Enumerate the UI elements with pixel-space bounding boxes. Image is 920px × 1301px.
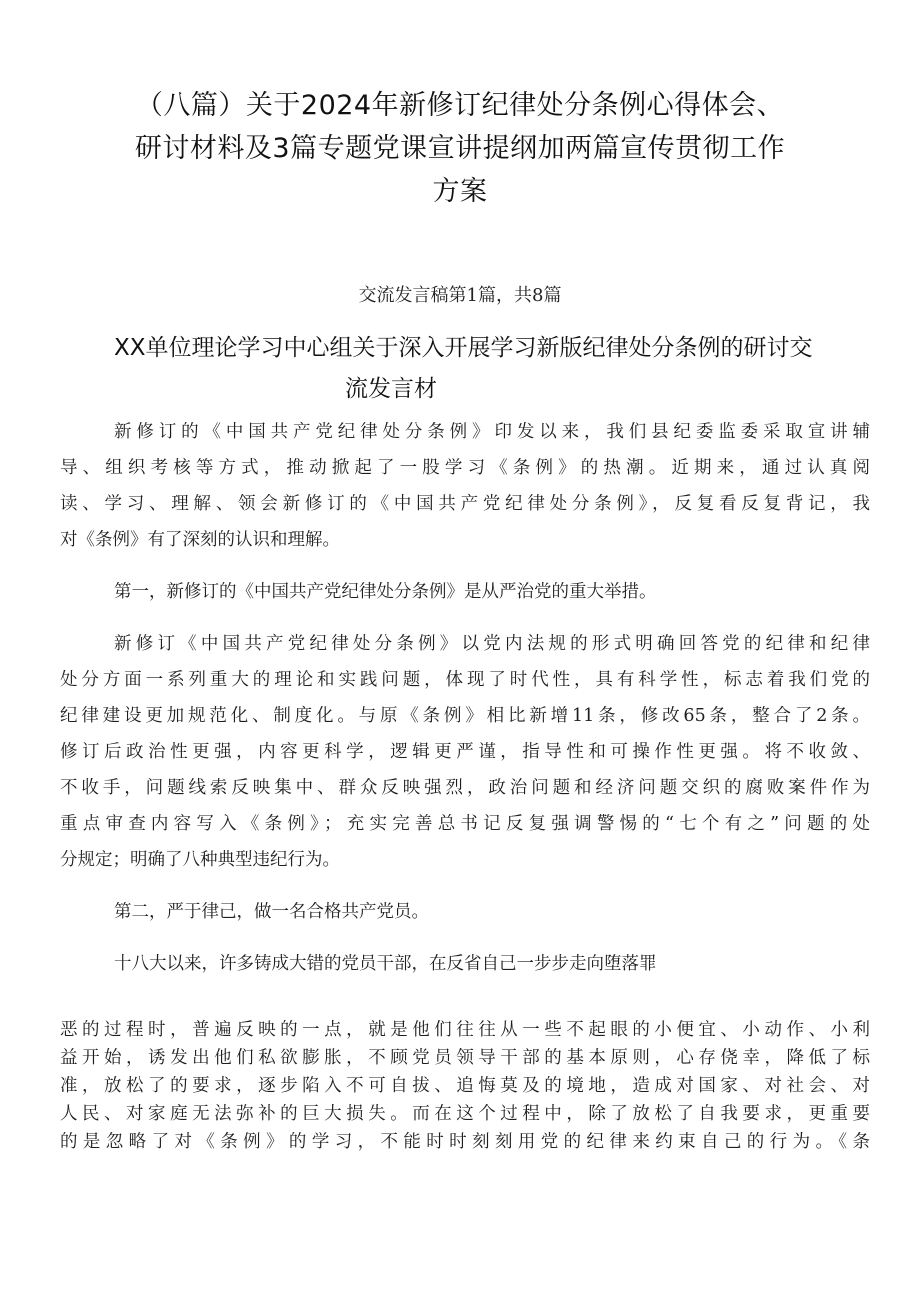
paragraph-intro xyxy=(60,414,870,558)
section-label: 交流发言稿第1篇，共8篇 xyxy=(358,285,562,306)
paragraph-line: 新修订的《中国共产党纪律处分条例》印发以来，我们县纪委监委采取宣讲辅 xyxy=(114,422,870,442)
paragraph-line: 不收手，问题线索反映集中、群众反映强烈，政治问题和经济问题交织的腐败案件作为 xyxy=(60,778,870,798)
paragraph-line: 重点审查内容写入《条例》；充实完善总书记反复强调警惕的“七个有之”问题的处 xyxy=(60,814,870,834)
paragraph-line: 第二，严于律己，做一名合格共产党员。 xyxy=(114,902,429,922)
speech-title-line: 流发言材 xyxy=(345,376,437,402)
document-title-line: （八篇）关于2024年新修订纪律处分条例心得体会、 xyxy=(135,90,785,121)
paragraph-line: 对《条例》有了深刻的认识和理解。 xyxy=(60,530,340,550)
paragraph-line: 十八大以来，许多铸成大错的党员干部，在反省自己一步步走向堕落罪 xyxy=(114,954,657,974)
paragraph-line: 修订后政治性更强，内容更科学，逻辑更严谨，指导性和可操作性更强。将不收敛、 xyxy=(60,742,870,762)
paragraph-line: 人民、对家庭无法弥补的巨大损失。而在这个过程中，除了放松了自我要求，更重要 xyxy=(60,1104,870,1124)
paragraph-line: 的是忽略了对《条例》的学习，不能时时刻刻用党的纪律来约束自己的行为。《条 xyxy=(60,1132,870,1152)
paragraph-line: 处分方面一系列重大的理论和实践问题，体现了时代性，具有科学性，标志着我们党的 xyxy=(60,670,870,690)
paragraph-line: 准，放松了的要求，逐步陷入不可自拔、追悔莫及的境地，造成对国家、对社会、对 xyxy=(60,1076,870,1096)
document-title-line: 方案 xyxy=(432,176,488,207)
paragraph-line: 纪律建设更加规范化、制度化。与原《条例》相比新增11条，修改65条，整合了2条。 xyxy=(60,706,870,726)
body-paragraphs xyxy=(60,414,870,982)
paragraph-gap xyxy=(60,610,870,626)
paragraph-gap xyxy=(60,878,870,894)
paragraph-line: 新修订《中国共产党纪律处分条例》以党内法规的形式明确回答党的纪律和纪律 xyxy=(114,634,870,654)
paragraph-line: 恶的过程时，普遍反映的一点，就是他们往往从一些不起眼的小便宜、小动作、小利 xyxy=(60,1020,870,1040)
paragraph-gap xyxy=(60,930,870,946)
paragraph-continuation xyxy=(60,1016,870,1156)
paragraph-revision xyxy=(60,626,870,878)
paragraph-gap xyxy=(60,558,870,574)
paragraph-line: 分规定；明确了八种典型违纪行为。 xyxy=(60,850,340,870)
paragraph-point-one xyxy=(60,574,870,610)
paragraph-line: 益开始，诱发出他们私欲膨胀，不顾党员领导干部的基本原则，心存侥幸，降低了标 xyxy=(60,1048,870,1068)
document-title xyxy=(60,84,860,213)
paragraph-reflection xyxy=(60,946,870,982)
paragraph-line: 读、学习、理解、领会新修订的《中国共产党纪律处分条例》，反复看反复背记，我 xyxy=(60,494,870,514)
paragraph-line: 导、组织考核等方式，推动掀起了一股学习《条例》的热潮。近期来，通过认真阅 xyxy=(60,458,870,478)
speech-title xyxy=(60,328,890,410)
paragraph-point-two xyxy=(60,894,870,930)
speech-title-line: XX单位理论学习中心组关于深入开展学习新版纪律处分条例的研讨交 xyxy=(114,335,813,361)
document-title-line: 研讨材料及3篇专题党课宣讲提纲加两篇宣传贯彻工作 xyxy=(134,133,786,164)
paragraph-line: 第一，新修订的《中国共产党纪律处分条例》是从严治党的重大举措。 xyxy=(114,582,657,602)
